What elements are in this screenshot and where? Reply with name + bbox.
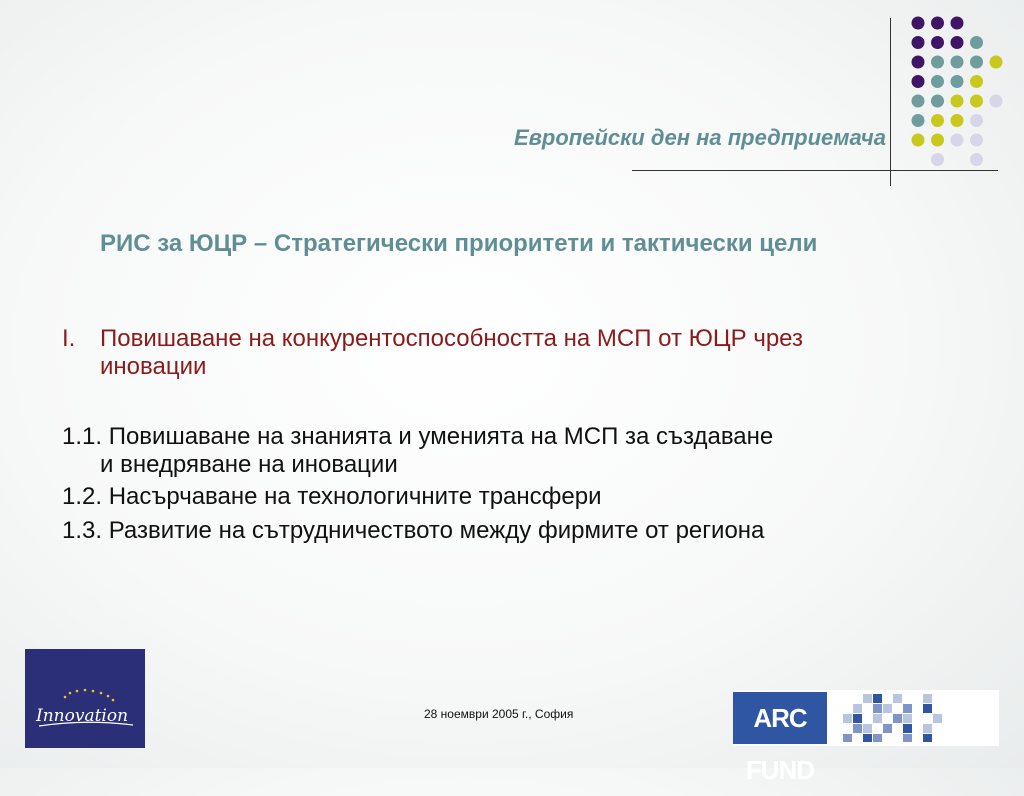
checker-square — [843, 734, 852, 742]
decorative-dot — [912, 134, 925, 147]
decorative-dot — [951, 17, 964, 30]
checker-square — [853, 714, 862, 723]
subitem-text-continuation: и внедряване на иновации — [100, 451, 398, 478]
checker-square — [883, 704, 892, 713]
decorative-dot — [912, 36, 925, 49]
horizontal-divider — [632, 170, 998, 171]
subitem-1-2 — [62, 483, 922, 511]
innovation-logo-text: Innovation — [36, 706, 129, 726]
arc-fund-checker-graphic — [843, 694, 953, 742]
innovation-logo-graphic — [25, 649, 145, 748]
decorative-dot — [970, 95, 983, 108]
decorative-dot — [931, 134, 944, 147]
decorative-dot — [970, 75, 983, 88]
arc-fund-logo-text: ARC FUND — [733, 692, 827, 744]
checker-square — [933, 714, 942, 723]
checker-square — [923, 704, 932, 713]
decorative-dot — [970, 56, 983, 69]
checker-square — [903, 724, 912, 733]
decorative-dot — [951, 134, 964, 147]
checker-square — [903, 704, 912, 713]
slide-title: Европейски ден на предприемача — [513, 125, 886, 150]
decorative-dot — [931, 56, 944, 69]
priority-number: I. — [62, 325, 76, 352]
decorative-dot — [912, 114, 925, 127]
decorative-dot — [990, 95, 1003, 108]
decorative-dot — [951, 114, 964, 127]
checker-square — [863, 694, 872, 703]
decorative-dot — [912, 75, 925, 88]
checker-square — [923, 694, 932, 703]
decorative-dot — [970, 36, 983, 49]
subitem-text: 1.2. Насърчаване на технологичните трансфери — [62, 483, 602, 510]
subitem-text: 1.1. Повишаване на знанията и уменията на МСП за създаване — [62, 423, 774, 450]
decorative-dot — [951, 95, 964, 108]
decorative-dot — [912, 95, 925, 108]
innovation-logo — [25, 649, 145, 748]
checker-square — [883, 724, 892, 733]
checker-square — [893, 694, 902, 703]
checker-square — [863, 734, 872, 742]
decorative-dot — [912, 17, 925, 30]
decorative-dot — [912, 56, 925, 69]
decorative-dot — [931, 153, 944, 166]
checker-square — [873, 704, 882, 713]
decorative-dot — [970, 114, 983, 127]
checker-square — [843, 714, 852, 723]
decorative-dot — [970, 153, 983, 166]
section-heading: РИС за ЮЦР – Стратегически приоритети и тактически цели — [100, 230, 818, 257]
checker-square — [853, 724, 862, 733]
decorative-dot — [931, 114, 944, 127]
decorative-dot — [951, 56, 964, 69]
decorative-dot — [931, 75, 944, 88]
arc-fund-logo — [733, 690, 999, 785]
decorative-dot — [931, 17, 944, 30]
checker-square — [903, 714, 912, 723]
decorative-dot — [990, 56, 1003, 69]
subitem-1-3 — [62, 517, 922, 545]
decorative-dot — [931, 95, 944, 108]
checker-square — [873, 714, 882, 723]
checker-square — [923, 724, 932, 733]
decorative-dot — [951, 36, 964, 49]
priority-item — [62, 325, 892, 381]
decorative-dot-grid — [0, 0, 1024, 190]
decorative-dot — [970, 134, 983, 147]
vertical-divider — [890, 18, 891, 186]
subitem-text: 1.3. Развитие на сътрудничеството между фирмите от региона — [62, 517, 765, 544]
checker-square — [903, 734, 912, 742]
footer-date: 28 ноември 2005 г., София — [424, 707, 574, 721]
checker-square — [873, 734, 882, 742]
decorative-dot — [951, 75, 964, 88]
checker-square — [873, 694, 882, 703]
decorative-dot — [931, 36, 944, 49]
checker-square — [863, 724, 872, 733]
checker-square — [923, 734, 932, 742]
checker-square — [893, 714, 902, 723]
priority-text: Повишаване на конкурентоспособността на МСП от ЮЦР чрез иновации — [100, 325, 803, 380]
subitem-1-1 — [62, 423, 922, 479]
checker-square — [853, 704, 862, 713]
